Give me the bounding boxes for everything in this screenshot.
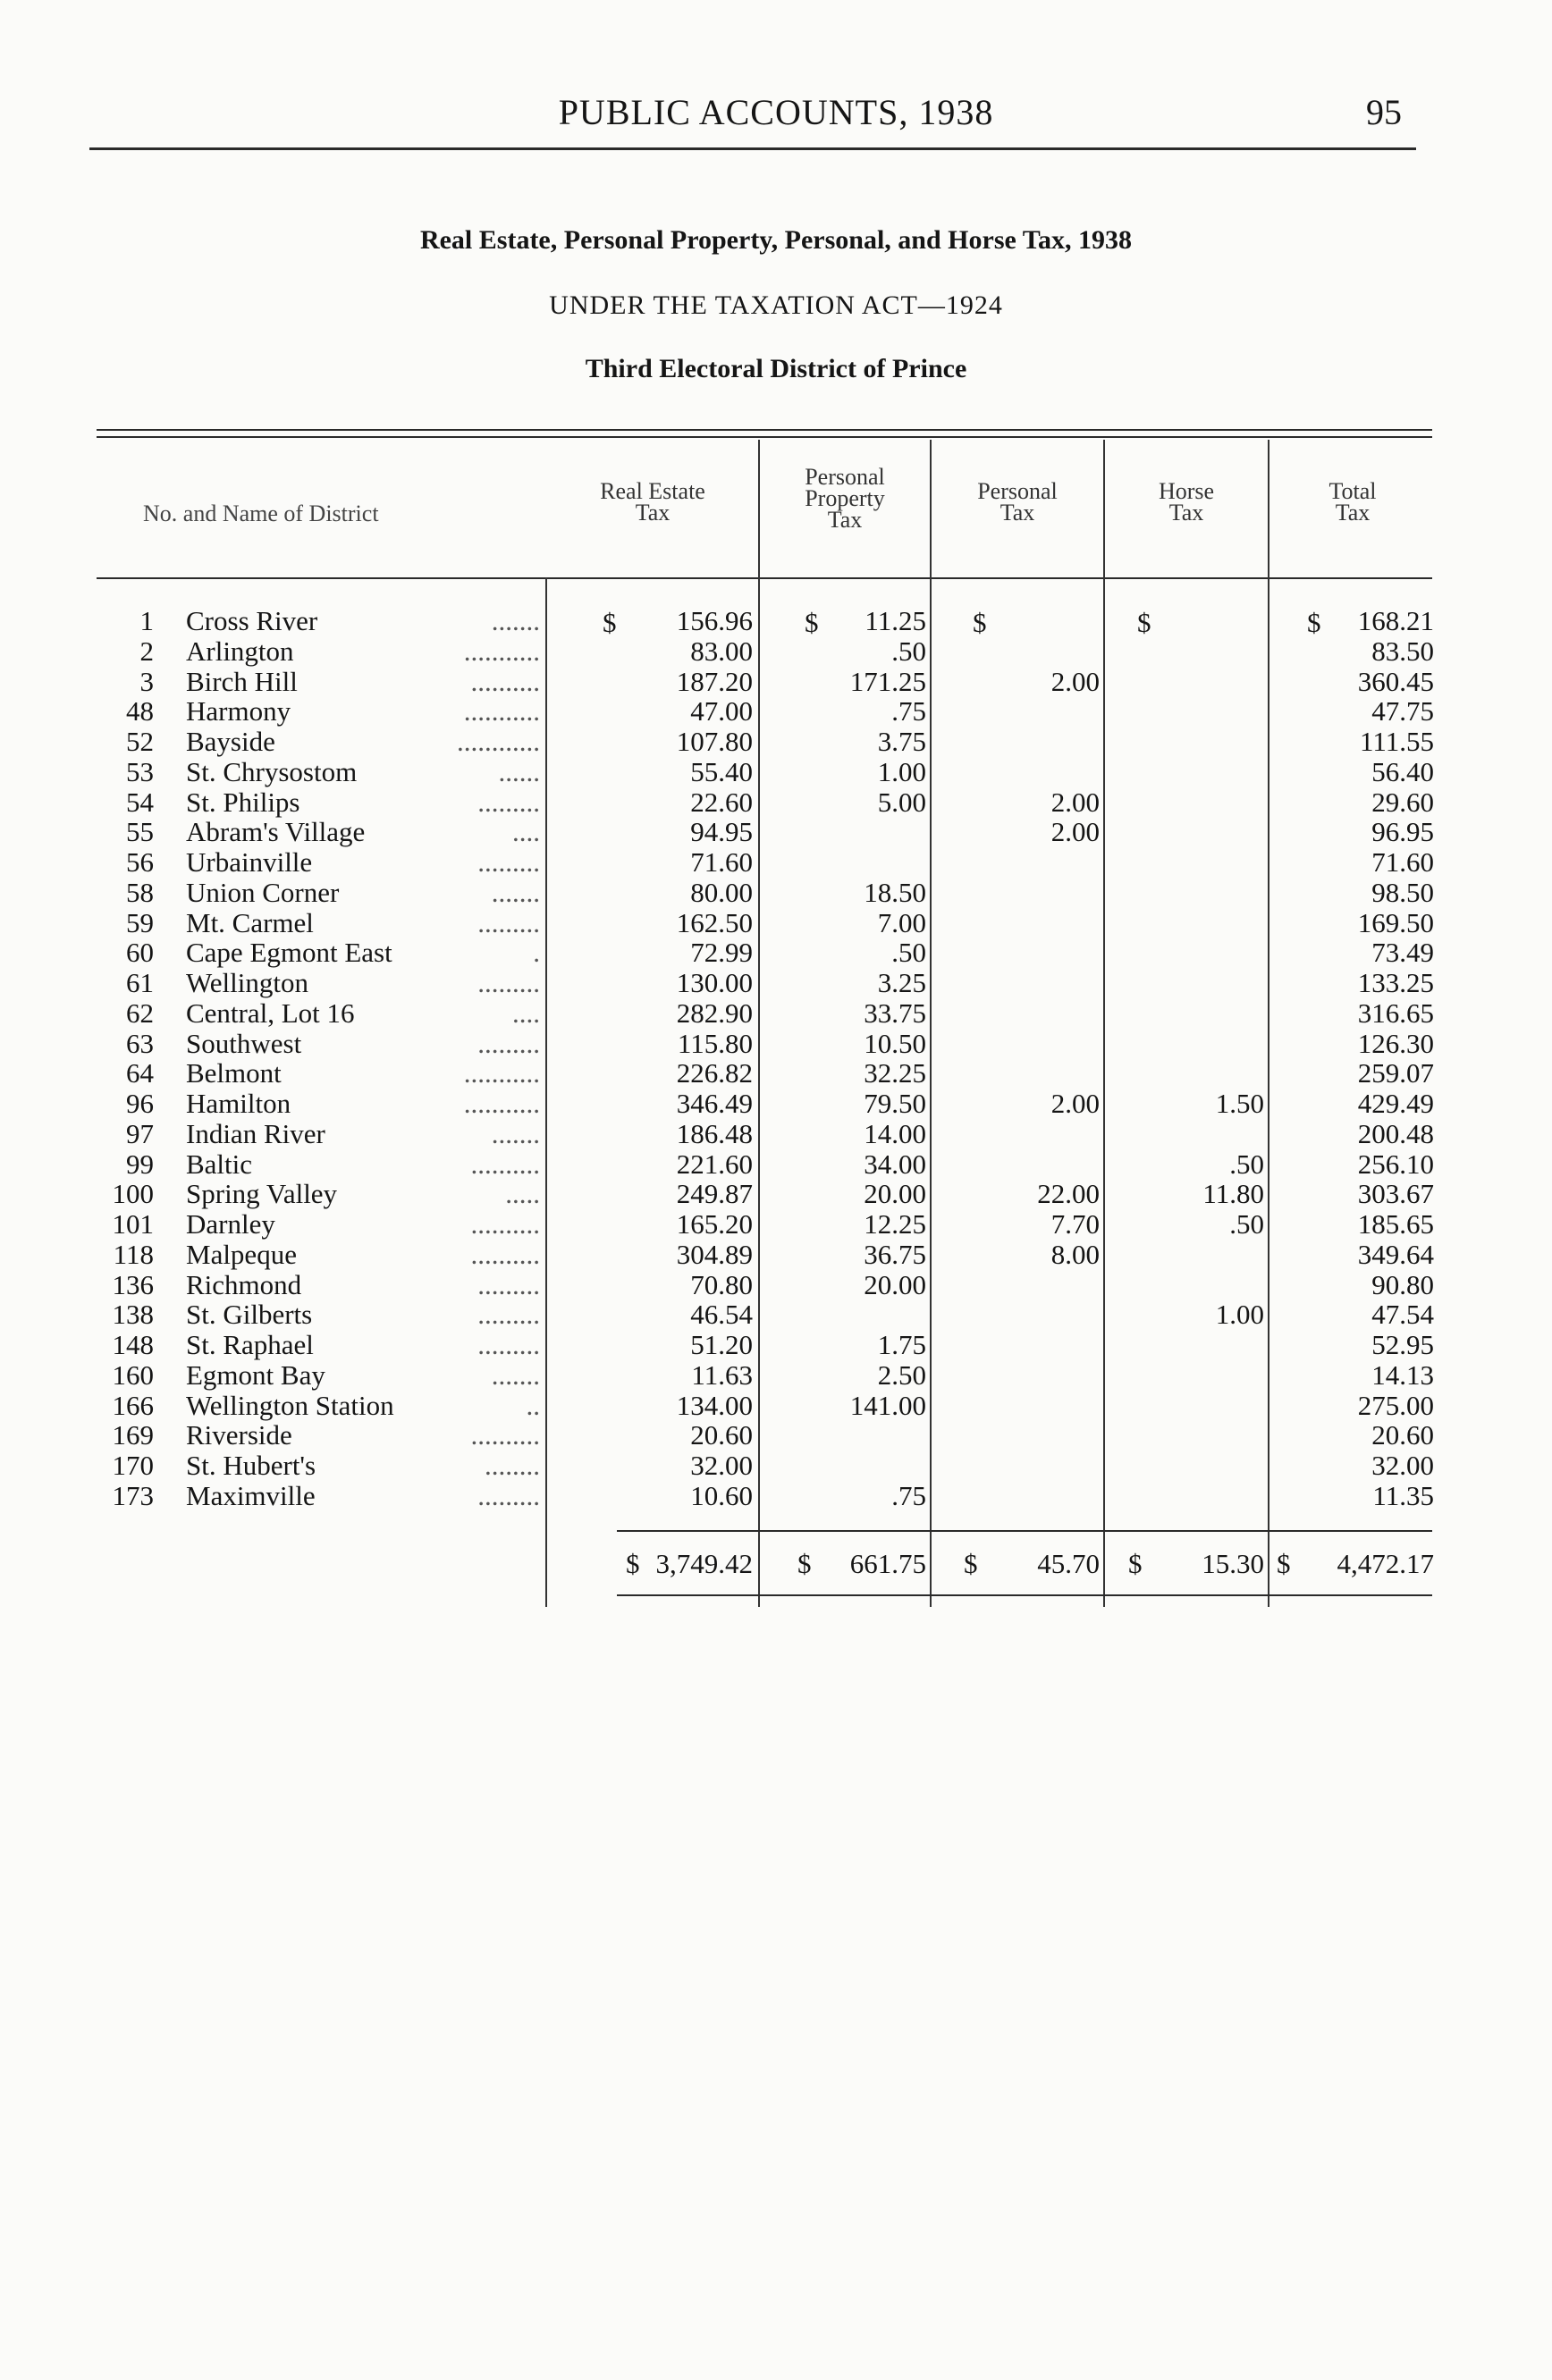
table-row — [0, 1481, 1552, 1511]
district-name: Darnley — [186, 1208, 275, 1240]
total-realestate-currency: $ — [626, 1548, 640, 1579]
totals-top-rule — [617, 1530, 1432, 1532]
table-row — [0, 817, 1552, 847]
table-row — [0, 1089, 1552, 1119]
district-number: 160 — [112, 1358, 154, 1391]
district-number: 100 — [112, 1178, 154, 1210]
personal-property-value: 7.00 — [877, 906, 926, 938]
realestate-value: 282.90 — [676, 997, 753, 1029]
realestate-value: 346.49 — [676, 1088, 753, 1119]
total-value: 169.50 — [1357, 906, 1434, 938]
horse-value: .50 — [1229, 1148, 1264, 1180]
leader-dots: ........ — [485, 1450, 540, 1481]
district-number: 118 — [113, 1238, 154, 1270]
personal-property-value: 1.75 — [877, 1329, 926, 1360]
total-value: 29.60 — [1371, 786, 1434, 818]
personal-value: 22.00 — [1037, 1178, 1100, 1210]
district-number: 99 — [126, 1148, 154, 1180]
district-name: St. Chrysostom — [186, 755, 358, 787]
realestate-value: 249.87 — [676, 1178, 753, 1210]
district-name: Hamilton — [186, 1088, 291, 1119]
currency-total: $ — [1307, 607, 1321, 638]
table-row — [0, 667, 1552, 697]
realestate-value: 115.80 — [677, 1027, 753, 1059]
personal-property-value: .75 — [891, 1479, 926, 1511]
total-personal: 45.70 — [1037, 1548, 1100, 1579]
realestate-value: 70.80 — [690, 1268, 753, 1300]
page-number: 95 — [1366, 92, 1402, 132]
table-row — [0, 1299, 1552, 1330]
table-row — [0, 1420, 1552, 1451]
table-row — [0, 998, 1552, 1029]
leader-dots: .......... — [470, 1208, 540, 1240]
personal-property-value: 14.00 — [864, 1117, 926, 1149]
district-name: Baltic — [186, 1148, 253, 1180]
district-number: 169 — [112, 1419, 154, 1451]
table-row — [0, 636, 1552, 667]
total-personal-currency: $ — [964, 1548, 978, 1579]
personal-value: 2.00 — [1050, 816, 1100, 848]
district-name: Spring Valley — [186, 1178, 338, 1210]
district-name: Indian River — [186, 1117, 325, 1149]
personal-property-value: .75 — [891, 695, 926, 727]
realestate-value: 46.54 — [690, 1299, 753, 1331]
personal-property-value: 1.00 — [877, 755, 926, 787]
currency-personal: $ — [973, 607, 987, 638]
leader-dots: ......... — [477, 1268, 540, 1300]
district-number: 3 — [139, 665, 154, 697]
realestate-value: 94.95 — [690, 816, 753, 848]
total-propprop-currency: $ — [797, 1548, 812, 1579]
total-value: 11.35 — [1372, 1479, 1434, 1511]
personal-property-value: 36.75 — [864, 1238, 926, 1270]
leader-dots: ......... — [477, 1479, 540, 1511]
total-value: 256.10 — [1357, 1148, 1434, 1180]
total-value: 185.65 — [1357, 1208, 1434, 1240]
table-row — [0, 968, 1552, 998]
district-name: Harmony — [186, 695, 291, 727]
district-name: St. Gilberts — [186, 1299, 313, 1331]
district-number: 1 — [139, 605, 154, 636]
leader-dots: ....... — [491, 876, 540, 908]
leader-dots: ......... — [477, 967, 540, 998]
realestate-value: 304.89 — [676, 1238, 753, 1270]
total-value: 47.54 — [1371, 1299, 1434, 1331]
district-name: Cape Egmont East — [186, 937, 392, 969]
personal-value: 7.70 — [1050, 1208, 1100, 1240]
horse-value: .50 — [1229, 1208, 1264, 1240]
col-realestate-header: Real Estate Tax — [600, 478, 705, 526]
total-horse: 15.30 — [1202, 1548, 1264, 1579]
district-number: 96 — [126, 1088, 154, 1119]
district-number: 52 — [126, 726, 154, 757]
personal-property-value: 34.00 — [864, 1148, 926, 1180]
district-number: 2 — [139, 635, 154, 667]
district-number: 97 — [126, 1117, 154, 1149]
district-number: 138 — [112, 1299, 154, 1331]
table-row — [0, 1119, 1552, 1149]
district-name: Cross River — [186, 605, 318, 636]
col-total-header: Total Tax — [1328, 478, 1377, 526]
table-top-rule-1 — [97, 429, 1432, 431]
realestate-value: 162.50 — [676, 906, 753, 938]
district-number: 64 — [126, 1057, 154, 1089]
table-row — [0, 1029, 1552, 1059]
col-horse-header: Horse Tax — [1158, 478, 1215, 526]
district-number: 60 — [126, 937, 154, 969]
total-value: 96.95 — [1371, 816, 1434, 848]
personal-value: 2.00 — [1050, 665, 1100, 697]
realestate-value: 186.48 — [676, 1117, 753, 1149]
leader-dots: ....... — [491, 605, 540, 636]
total-value: 98.50 — [1371, 876, 1434, 908]
leader-dots: ........... — [463, 695, 540, 727]
district-name: Birch Hill — [186, 665, 298, 697]
realestate-value: 47.00 — [690, 695, 753, 727]
table-row — [0, 1149, 1552, 1180]
district-name: Wellington — [186, 967, 308, 998]
personal-property-value: 141.00 — [849, 1389, 926, 1421]
personal-property-value: 33.75 — [864, 997, 926, 1029]
district-name: Maximville — [186, 1479, 316, 1511]
district-number: 173 — [112, 1479, 154, 1511]
district-subtitle: Third Electoral District of Prince — [585, 354, 967, 383]
total-value: 14.13 — [1371, 1358, 1434, 1391]
district-number: 170 — [112, 1450, 154, 1481]
district-number: 55 — [126, 816, 154, 848]
total-propprop: 661.75 — [849, 1548, 926, 1579]
realestate-value: 32.00 — [690, 1450, 753, 1481]
leader-dots: .... — [512, 997, 540, 1029]
total-value: 303.67 — [1357, 1178, 1434, 1210]
total-realestate: 3,749.42 — [655, 1548, 753, 1579]
district-name: Riverside — [186, 1419, 292, 1451]
total-value: 20.60 — [1371, 1419, 1434, 1451]
table-row — [0, 908, 1552, 938]
table-row — [0, 1360, 1552, 1391]
district-number: 63 — [126, 1027, 154, 1059]
district-number: 48 — [126, 695, 154, 727]
district-number: 148 — [112, 1329, 154, 1360]
leader-dots: ....... — [491, 1358, 540, 1391]
total-value: 126.30 — [1357, 1027, 1434, 1059]
realestate-value: 165.20 — [676, 1208, 753, 1240]
total-value: 90.80 — [1371, 1268, 1434, 1300]
realestate-value: 134.00 — [676, 1389, 753, 1421]
leader-dots: .......... — [470, 1419, 540, 1451]
realestate-value: 10.60 — [690, 1479, 753, 1511]
total-value: 275.00 — [1357, 1389, 1434, 1421]
personal-property-value: 79.50 — [864, 1088, 926, 1119]
personal-value: 8.00 — [1050, 1238, 1100, 1270]
leader-dots: ...... — [498, 755, 540, 787]
district-number: 56 — [126, 846, 154, 878]
table-row — [0, 878, 1552, 908]
district-name: Wellington Station — [186, 1389, 394, 1421]
total-grand-currency: $ — [1277, 1548, 1291, 1579]
table-top-rule-2 — [97, 436, 1432, 438]
leader-dots: ......... — [477, 846, 540, 878]
totals-bottom-rule — [617, 1594, 1432, 1596]
horse-value: 1.50 — [1215, 1088, 1264, 1119]
personal-property-value: 11.25 — [865, 605, 926, 636]
currency-realestate: $ — [603, 607, 617, 638]
total-value: 349.64 — [1357, 1238, 1434, 1270]
table-row — [0, 1451, 1552, 1481]
district-name: Southwest — [186, 1027, 302, 1059]
table-row — [0, 606, 1552, 636]
personal-property-value: 2.50 — [877, 1358, 926, 1391]
personal-value: 2.00 — [1050, 1088, 1100, 1119]
table-row — [0, 1179, 1552, 1209]
district-number: 58 — [126, 876, 154, 908]
total-value: 83.50 — [1371, 635, 1434, 667]
district-name: St. Hubert's — [186, 1450, 316, 1481]
personal-property-value: .50 — [891, 635, 926, 667]
total-value: 73.49 — [1371, 937, 1434, 969]
realestate-value: 156.96 — [676, 605, 753, 636]
personal-property-value: 171.25 — [849, 665, 926, 697]
realestate-value: 11.63 — [691, 1358, 753, 1391]
table-row — [0, 847, 1552, 878]
leader-dots: ..... — [505, 1178, 540, 1210]
leader-dots: . — [533, 937, 540, 969]
leader-dots: ......... — [477, 1027, 540, 1059]
district-number: 101 — [112, 1208, 154, 1240]
realestate-value: 187.20 — [676, 665, 753, 697]
table-row — [0, 1270, 1552, 1300]
personal-property-value: 12.25 — [864, 1208, 926, 1240]
realestate-value: 226.82 — [676, 1057, 753, 1089]
realestate-value: 20.60 — [690, 1419, 753, 1451]
district-name: Urbainville — [186, 846, 313, 878]
total-value: 429.49 — [1357, 1088, 1434, 1119]
realestate-value: 83.00 — [690, 635, 753, 667]
table-row — [0, 938, 1552, 968]
table-row — [0, 787, 1552, 818]
personal-value: 2.00 — [1050, 786, 1100, 818]
district-name: Richmond — [186, 1268, 302, 1300]
district-name: Bayside — [186, 726, 275, 757]
table-row — [0, 1209, 1552, 1240]
table-title: Real Estate, Personal Property, Personal, and Horse Tax, 1938 — [419, 225, 1133, 255]
total-grand: 4,472.17 — [1337, 1548, 1434, 1579]
district-name: Egmont Bay — [186, 1358, 325, 1391]
realestate-value: 107.80 — [676, 726, 753, 757]
district-name: Central, Lot 16 — [186, 997, 355, 1029]
table-row — [0, 1240, 1552, 1270]
leader-dots: .. — [526, 1389, 540, 1421]
district-name: Belmont — [186, 1057, 282, 1089]
col-personal-header: Personal Tax — [977, 478, 1058, 526]
district-number: 136 — [112, 1268, 154, 1300]
district-name: St. Raphael — [186, 1329, 314, 1360]
district-name: Arlington — [186, 635, 294, 667]
district-name: St. Philips — [186, 786, 300, 818]
total-value: 168.21 — [1357, 605, 1434, 636]
leader-dots: .......... — [470, 1148, 540, 1180]
total-horse-currency: $ — [1128, 1548, 1143, 1579]
leader-dots: ........... — [463, 635, 540, 667]
district-number: 61 — [126, 967, 154, 998]
district-name: Mt. Carmel — [186, 906, 314, 938]
district-number: 62 — [126, 997, 154, 1029]
currency-propprop: $ — [805, 607, 819, 638]
realestate-value: 130.00 — [676, 967, 753, 998]
personal-property-value: 3.75 — [877, 726, 926, 757]
table-row — [0, 727, 1552, 757]
horse-value: 1.00 — [1215, 1299, 1264, 1331]
district-name: Malpeque — [186, 1238, 297, 1270]
leader-dots: ........... — [463, 1088, 540, 1119]
district-number: 54 — [126, 786, 154, 818]
table-row — [0, 696, 1552, 727]
table-row — [0, 1330, 1552, 1360]
act-subtitle: UNDER THE TAXATION ACT—1924 — [549, 290, 1003, 320]
realestate-value: 221.60 — [676, 1148, 753, 1180]
total-value: 316.65 — [1357, 997, 1434, 1029]
realestate-value: 22.60 — [690, 786, 753, 818]
col-district-header: No. and Name of District — [143, 500, 379, 526]
leader-dots: .... — [512, 816, 540, 848]
leader-dots: .......... — [470, 1238, 540, 1270]
leader-dots: ......... — [477, 1299, 540, 1331]
realestate-value: 51.20 — [690, 1329, 753, 1360]
total-value: 111.55 — [1360, 726, 1434, 757]
personal-property-value: 5.00 — [877, 786, 926, 818]
header-bottom-rule — [97, 577, 1432, 579]
leader-dots: ......... — [477, 906, 540, 938]
total-value: 200.48 — [1357, 1117, 1434, 1149]
col-personal-property-header: Personal Property Tax — [805, 464, 885, 533]
realestate-value: 71.60 — [690, 846, 753, 878]
total-value: 360.45 — [1357, 665, 1434, 697]
total-value: 133.25 — [1357, 967, 1434, 998]
district-name: Abram's Village — [186, 816, 366, 848]
leader-dots: ......... — [477, 786, 540, 818]
personal-property-value: 20.00 — [864, 1268, 926, 1300]
horse-value: 11.80 — [1202, 1178, 1264, 1210]
total-value: 259.07 — [1357, 1057, 1434, 1089]
total-value: 71.60 — [1371, 846, 1434, 878]
personal-property-value: 3.25 — [877, 967, 926, 998]
realestate-value: 55.40 — [690, 755, 753, 787]
personal-property-value: 18.50 — [864, 876, 926, 908]
total-value: 56.40 — [1371, 755, 1434, 787]
total-value: 47.75 — [1371, 695, 1434, 727]
leader-dots: ......... — [477, 1329, 540, 1360]
leader-dots: ............ — [457, 726, 540, 757]
total-value: 52.95 — [1371, 1329, 1434, 1360]
district-number: 59 — [126, 906, 154, 938]
personal-property-value: 10.50 — [864, 1027, 926, 1059]
personal-property-value: 20.00 — [864, 1178, 926, 1210]
table-row — [0, 757, 1552, 787]
realestate-value: 72.99 — [690, 937, 753, 969]
running-title: PUBLIC ACCOUNTS, 1938 — [558, 92, 994, 132]
table-row — [0, 1391, 1552, 1421]
district-number: 166 — [112, 1389, 154, 1421]
leader-dots: ....... — [491, 1117, 540, 1149]
table-row — [0, 1058, 1552, 1089]
leader-dots: ........... — [463, 1057, 540, 1089]
district-number: 53 — [126, 755, 154, 787]
currency-horse: $ — [1137, 607, 1151, 638]
district-name: Union Corner — [186, 876, 340, 908]
personal-property-value: .50 — [891, 937, 926, 969]
personal-property-value: 32.25 — [864, 1057, 926, 1089]
leader-dots: .......... — [470, 665, 540, 697]
realestate-value: 80.00 — [690, 876, 753, 908]
total-value: 32.00 — [1371, 1450, 1434, 1481]
header-rule — [89, 147, 1416, 150]
